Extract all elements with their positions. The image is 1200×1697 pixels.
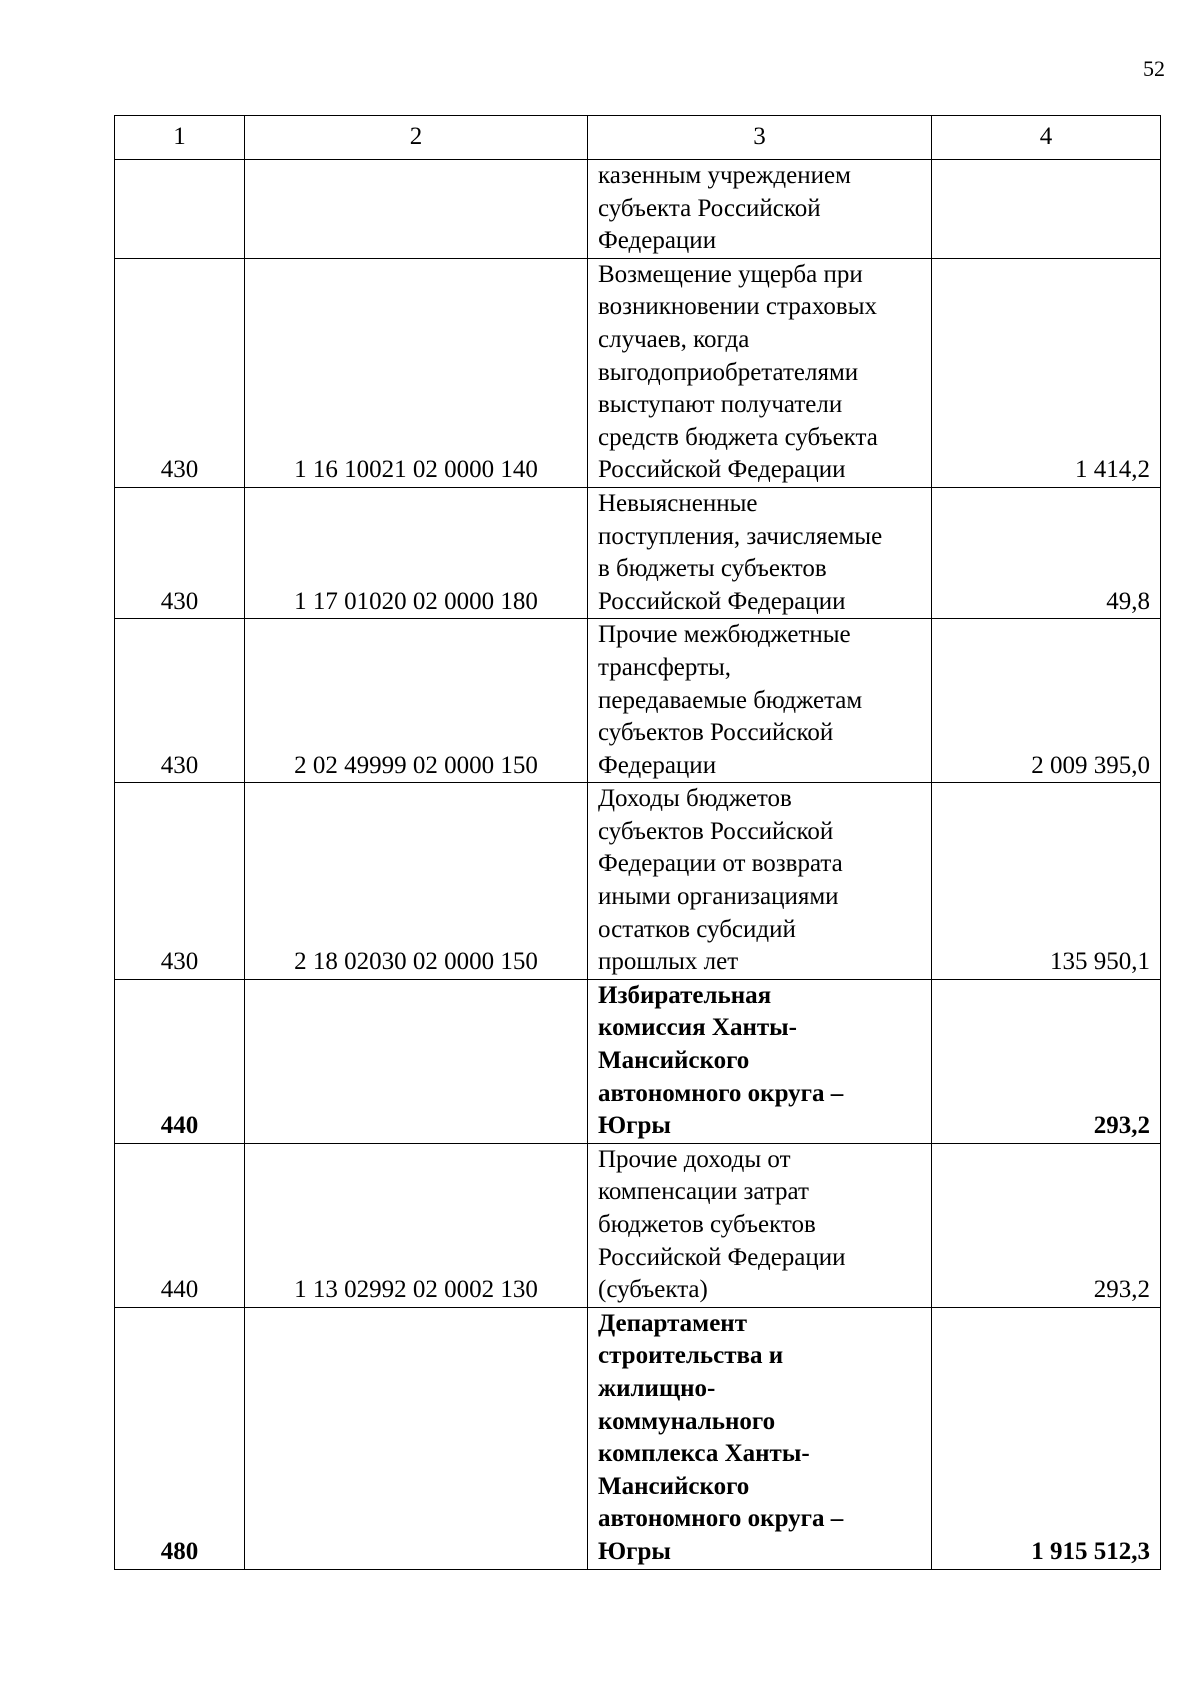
revenue-code-cell: 1 17 01020 02 0000 180 (245, 487, 588, 618)
table-row (115, 783, 1161, 980)
table-row (115, 258, 1161, 487)
header-col-4: 4 (932, 116, 1161, 160)
amount-cell (932, 160, 1161, 259)
revenue-name-cell: Прочие доходы от компенсации затрат бюджетов субъектов Российской Федерации (субъекта) (588, 1143, 932, 1307)
revenue-code-cell: 1 16 10021 02 0000 140 (245, 258, 588, 487)
revenue-code-cell (245, 1307, 588, 1569)
admin-code-cell: 480 (115, 1307, 245, 1569)
amount-cell: 1 915 512,3 (932, 1307, 1161, 1569)
admin-code-cell: 430 (115, 258, 245, 487)
revenue-name-cell: Невыясненные поступления, зачисляемые в бюджеты субъектов Российской Федерации (588, 487, 932, 618)
revenue-table (114, 115, 1161, 1570)
admin-code-cell (115, 160, 245, 259)
revenue-code-cell: 1 13 02992 02 0002 130 (245, 1143, 588, 1307)
revenue-name-cell: казенным учреждением субъекта Российской Федерации (588, 160, 932, 259)
table-row (115, 160, 1161, 259)
admin-code-cell: 430 (115, 783, 245, 980)
table-row (115, 1307, 1161, 1569)
header-col-1: 1 (115, 116, 245, 160)
revenue-name-cell: Департамент строительства и жилищно- коммунального комплекса Ханты- Мансийского автономного округа – Югры (588, 1307, 932, 1569)
header-col-3: 3 (588, 116, 932, 160)
admin-code-cell: 430 (115, 487, 245, 618)
table-row (115, 619, 1161, 783)
amount-cell: 2 009 395,0 (932, 619, 1161, 783)
amount-cell: 135 950,1 (932, 783, 1161, 980)
amount-cell: 1 414,2 (932, 258, 1161, 487)
page-number: 52 (1143, 56, 1165, 81)
admin-code-cell: 440 (115, 979, 245, 1143)
table-row (115, 487, 1161, 618)
amount-cell: 49,8 (932, 487, 1161, 618)
header-row (115, 116, 1161, 160)
table-row (115, 979, 1161, 1143)
table-row (115, 1143, 1161, 1307)
amount-cell: 293,2 (932, 979, 1161, 1143)
table-body (115, 160, 1161, 1570)
admin-code-cell: 430 (115, 619, 245, 783)
header-col-2: 2 (245, 116, 588, 160)
revenue-name-cell: Прочие межбюджетные трансферты, передаваемые бюджетам субъектов Российской Федерации (588, 619, 932, 783)
revenue-name-cell: Возмещение ущерба при возникновении страховых случаев, когда выгодоприобретателями выступают получатели средств бюджета субъекта Российской Федерации (588, 258, 932, 487)
revenue-name-cell: Избирательная комиссия Ханты- Мансийского автономного округа – Югры (588, 979, 932, 1143)
revenue-name-cell: Доходы бюджетов субъектов Российской Федерации от возврата иными организациями остатков субсидий прошлых лет (588, 783, 932, 980)
revenue-code-cell (245, 160, 588, 259)
admin-code-cell: 440 (115, 1143, 245, 1307)
revenue-code-cell (245, 979, 588, 1143)
amount-cell: 293,2 (932, 1143, 1161, 1307)
revenue-code-cell: 2 02 49999 02 0000 150 (245, 619, 588, 783)
revenue-code-cell: 2 18 02030 02 0000 150 (245, 783, 588, 980)
table-header (115, 116, 1161, 160)
